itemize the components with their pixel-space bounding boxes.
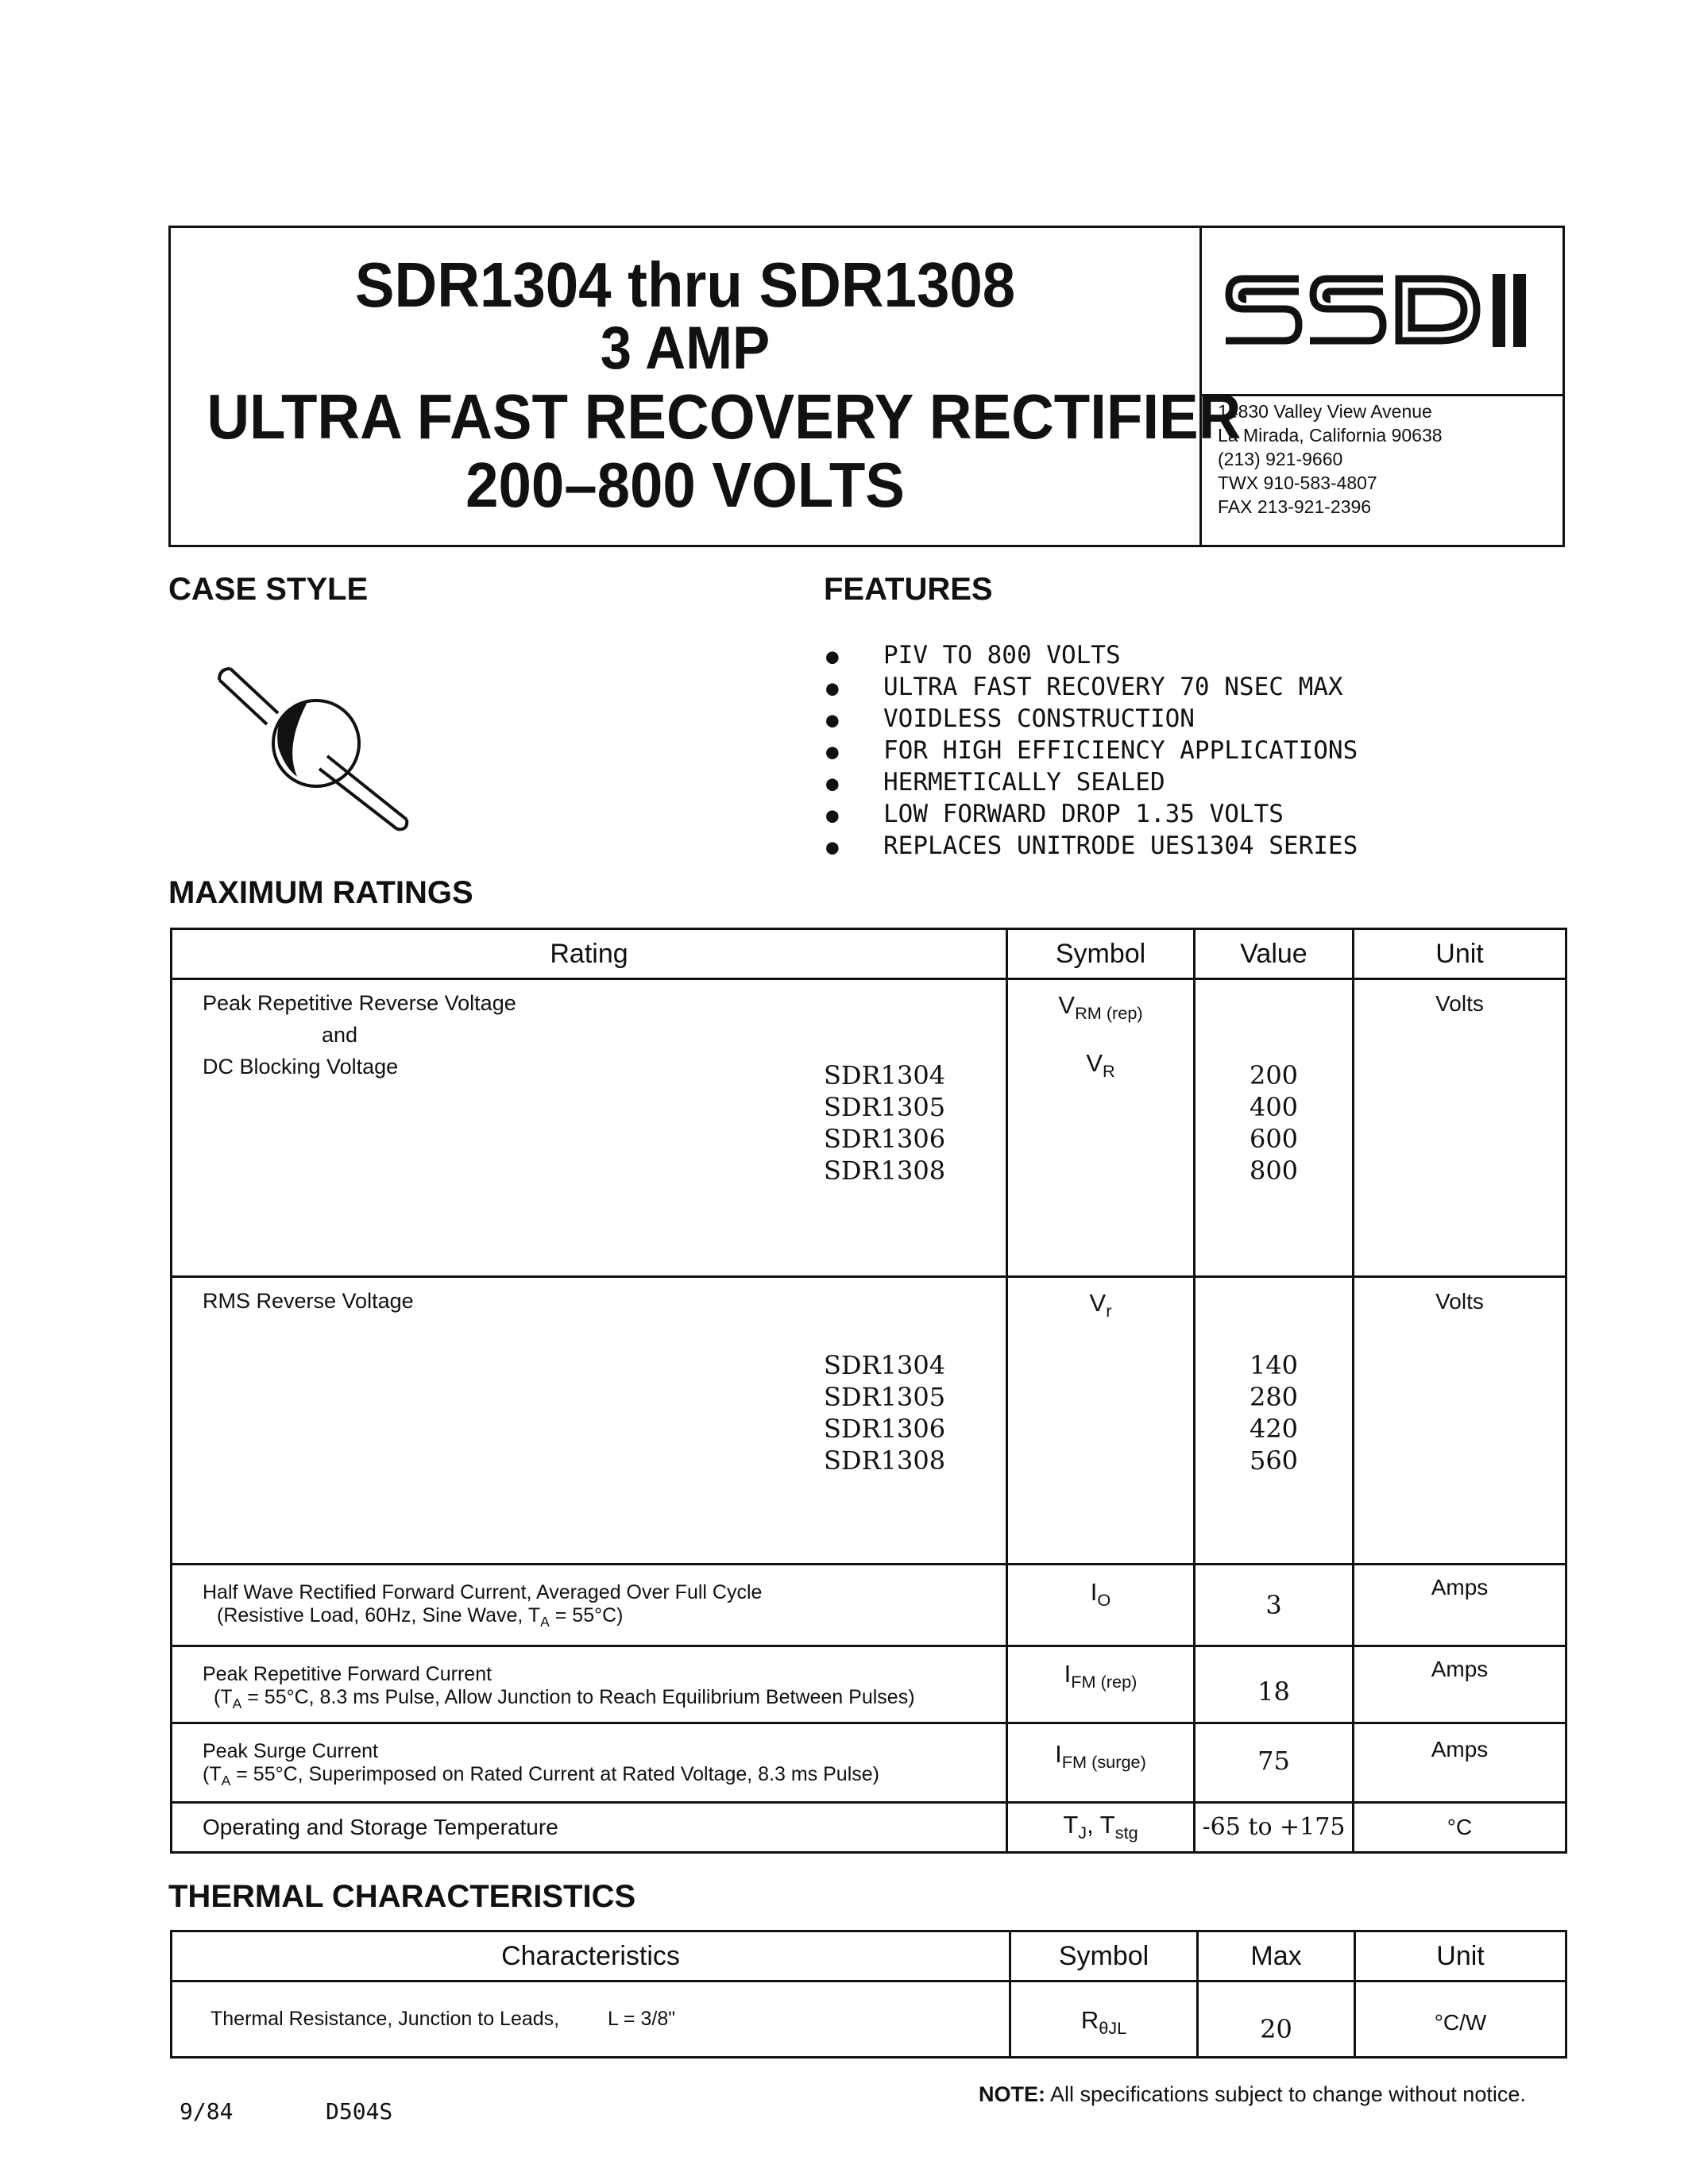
column-header: Characteristics [172,1931,1010,1981]
column-header: Max [1198,1931,1355,1981]
value-cell: 18 [1195,1646,1354,1723]
bullet-icon: ● [826,804,839,828]
table-row [172,1803,1566,1853]
bullet-icon: ● [826,835,839,859]
symbol-cell: $V_r$ [1007,1277,1195,1565]
rating-cell: Peak Repetitive Forward Current ($T_A = 55^\circ C$, 8.3 ms Pulse, Allow Junction to Reach Equilibrium Between Pulses) [172,1646,1007,1723]
thermal-heading: THERMAL CHARACTERISTICS [168,1879,636,1914]
symbol-cell: $T_J$, $T_{stg}$ [1007,1803,1195,1853]
address-phone: (213) 921-9660 [1218,449,1343,469]
feature-item: ● VOIDLESS CONSTRUCTION [826,703,1358,735]
unit-cell: Amps [1354,1646,1566,1723]
address-twx: TWX 910-583-4807 [1218,473,1377,493]
symbol-cell: $V_{RM (rep)}$ $V_R$ [1007,979,1195,1277]
case-style-heading: CASE STYLE [168,572,369,607]
logo-cell [1202,228,1562,396]
column-header: Symbol [1010,1931,1198,1981]
footer-date: 9/84 [180,2098,234,2124]
rating-cell: Peak Surge Current ($T_A = 55^\circ C$, Superimposed on Rated Current at Rated Voltage, 8.3 ms Pulse) [172,1723,1007,1803]
max-ratings-table [170,928,1567,1854]
rating-cell: RMS Reverse Voltage SDR1304 SDR1305 SDR1306 SDR1308 [172,1277,1007,1565]
table-row [172,979,1566,1277]
feature-item: ● HERMETICALLY SEALED [826,766,1358,798]
value-cell: 3 [1195,1565,1354,1646]
unit-cell: Volts [1354,1277,1566,1565]
address-city: La Mirada, California 90638 [1218,425,1443,446]
part-range-title: SDR1304 thru SDR1308 [354,249,1016,320]
address-fax: FAX 213-921-2396 [1218,496,1372,517]
bullet-icon: ● [826,740,839,764]
footer-note: NOTE: All specifications subject to change without notice. [979,2082,1526,2106]
symbol-cell: $R_{\theta JL}$ [1010,1981,1198,2058]
symbol-cell: $I_{FM (rep)}$ [1007,1646,1195,1723]
value-cell: 20 [1198,1981,1355,2058]
part-list: SDR1304 SDR1305 SDR1306 SDR1308 [824,1060,946,1186]
current-rating-title: 3 AMP [600,314,771,382]
features-list [826,639,1358,862]
symbol-cell: $I_O$ [1007,1565,1195,1646]
rating-cell: Half Wave Rectified Forward Current, Averaged Over Full Cycle (Resistive Load, 60Hz, Sine Wave, $T_A = 55^\circ C$) [172,1565,1007,1646]
column-header: Unit [1354,929,1566,979]
unit-cell: Amps [1354,1723,1566,1803]
column-header: Value [1195,929,1354,979]
symbol-cell: $I_{FM (surge)}$ [1007,1723,1195,1803]
bullet-icon: ● [826,645,839,669]
column-header: Symbol [1007,929,1195,979]
company-address [1218,399,1443,519]
value-cell: 200 400 600 800 [1195,979,1354,1277]
feature-item: ● PIV TO 800 VOLTS [826,639,1358,671]
feature-item: ● ULTRA FAST RECOVERY 70 NSEC MAX [826,671,1358,703]
rating-cell: Peak Repetitive Reverse Voltage and DC Blocking Voltage SDR1304 SDR1305 SDR1306 SDR1308 [172,979,1007,1277]
features-heading: FEATURES [824,572,993,607]
unit-cell: Amps [1354,1565,1566,1646]
table-header-row [172,929,1566,979]
value-cell: 140 280 420 560 [1195,1277,1354,1565]
table-header-row [172,1931,1566,1981]
diode-package-drawing [208,651,431,834]
column-header: Unit [1355,1931,1566,1981]
address-street: 14830 Valley View Avenue [1218,401,1432,422]
column-header: Rating [172,929,1007,979]
characteristic-cell: Thermal Resistance, Junction to Leads, L = 3/8" [172,1981,1010,2058]
bullet-icon: ● [826,708,839,732]
table-row [172,1981,1566,2058]
bullet-icon: ● [826,677,839,700]
part-list: SDR1304 SDR1305 SDR1306 SDR1308 [824,1350,946,1476]
value-cell: -65 to +175 [1195,1803,1354,1853]
title-block [171,228,1242,545]
voltage-range-title: 200–800 VOLTS [465,450,905,520]
max-ratings-heading: MAXIMUM RATINGS [168,875,473,910]
table-row [172,1277,1566,1565]
device-type-title: ULTRA FAST RECOVERY RECTIFIER [207,381,1242,452]
unit-cell: °C/W [1355,1981,1566,2058]
value-cell: 75 [1195,1723,1354,1803]
feature-item: ● FOR HIGH EFFICIENCY APPLICATIONS [826,735,1358,766]
feature-item: ● LOW FORWARD DROP 1.35 VOLTS [826,798,1358,830]
unit-cell: °C [1354,1803,1566,1853]
table-row [172,1723,1566,1803]
header-box [168,226,1565,547]
table-row [172,1646,1566,1723]
thermal-table [170,1930,1567,2059]
bullet-icon: ● [826,772,839,796]
footer-doc-code: D504S [326,2098,393,2124]
unit-cell: Volts [1354,979,1566,1277]
table-row [172,1565,1566,1646]
ssdi-logo [1202,228,1559,392]
feature-item: ● REPLACES UNITRODE UES1304 SERIES [826,830,1358,862]
rating-cell: Operating and Storage Temperature [172,1803,1007,1853]
